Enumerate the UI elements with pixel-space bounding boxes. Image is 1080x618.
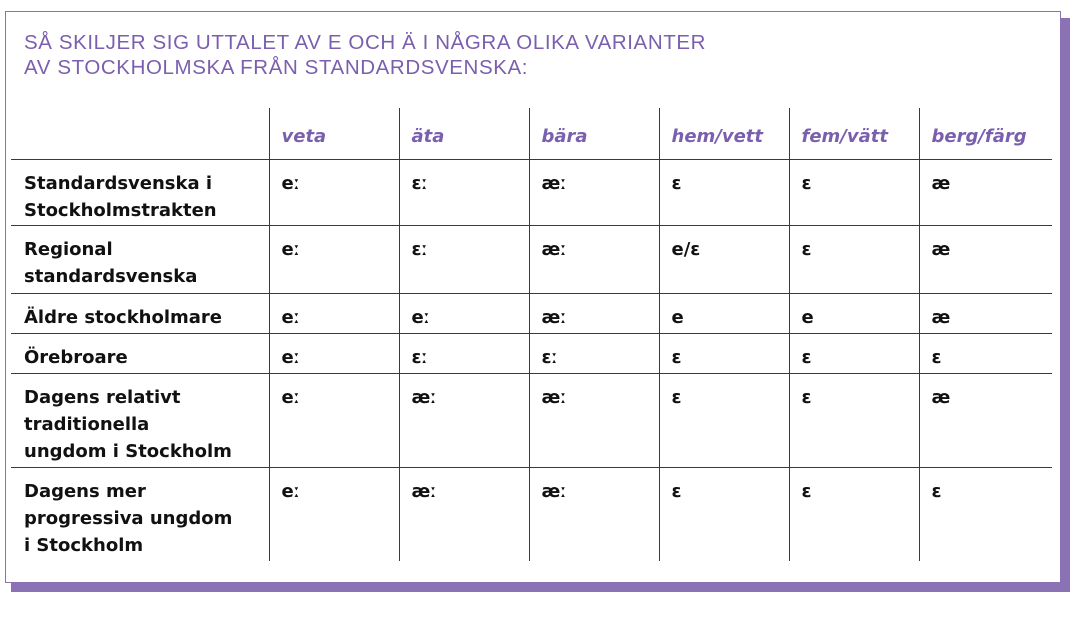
row-label-line: Regional (24, 238, 113, 260)
table-cell: æ (919, 293, 1052, 333)
table-cell: ɛː (399, 159, 529, 225)
table-row (11, 293, 1052, 333)
table-cell: æ (919, 373, 1052, 467)
row-label (11, 225, 269, 293)
table-cell: ɛː (399, 225, 529, 293)
row-label (11, 333, 269, 373)
row-label-line: progressiva ungdom (24, 507, 233, 529)
column-header-fem-vatt: fem/vätt (789, 108, 919, 159)
header-corner (11, 108, 269, 159)
row-label-line: Dagens mer (24, 480, 146, 502)
table-cell: eː (269, 225, 399, 293)
table-cell: æː (529, 467, 659, 561)
table-cell: ɛ (659, 467, 789, 561)
column-header-veta: veta (269, 108, 399, 159)
header-row (11, 108, 1052, 159)
table-title-line-2: AV STOCKHOLMSKA FRÅN STANDARDSVENSKA: (24, 56, 529, 79)
table-cell: ɛ (659, 159, 789, 225)
table-cell: ɛ (789, 333, 919, 373)
table-cell: æː (529, 373, 659, 467)
row-label (11, 373, 269, 467)
table-cell: æː (399, 373, 529, 467)
table-cell: ɛ (789, 225, 919, 293)
table-cell: e/ɛ (659, 225, 789, 293)
column-header-berg-farg: berg/färg (919, 108, 1052, 159)
table-cell: æː (399, 467, 529, 561)
row-label-line: i Stockholm (24, 534, 144, 556)
table-cell: e (659, 293, 789, 333)
table-cell: æː (529, 225, 659, 293)
table-cell: æ (919, 159, 1052, 225)
table-row (11, 159, 1052, 225)
table-row (11, 467, 1052, 561)
table-cell: æː (529, 293, 659, 333)
row-label-line: Standardsvenska i (24, 172, 213, 194)
row-label (11, 159, 269, 225)
table-cell: ɛ (789, 373, 919, 467)
table-cell: eː (269, 373, 399, 467)
table-cell: ɛ (789, 467, 919, 561)
table-cell: ɛː (529, 333, 659, 373)
row-label-line: Örebroare (24, 346, 128, 368)
column-header-ata: äta (399, 108, 529, 159)
table-cell: eː (399, 293, 529, 333)
row-label-line: Dagens relativt (24, 386, 181, 408)
table-cell: eː (269, 333, 399, 373)
table-row (11, 225, 1052, 293)
table-cell: ɛ (919, 467, 1052, 561)
table-cell: ɛː (399, 333, 529, 373)
table-cell: æː (529, 159, 659, 225)
table-cell: ɛ (789, 159, 919, 225)
table-cell: eː (269, 293, 399, 333)
table-row (11, 333, 1052, 373)
table-cell: ɛ (659, 373, 789, 467)
table-cell: eː (269, 467, 399, 561)
row-label-line: traditionella (24, 413, 150, 435)
table-cell: ɛ (919, 333, 1052, 373)
table-cell: eː (269, 159, 399, 225)
table-row (11, 373, 1052, 467)
table-title (24, 30, 706, 80)
row-label-line: ungdom i Stockholm (24, 440, 232, 462)
row-label-line: Äldre stockholmare (24, 306, 222, 328)
table-cell: e (789, 293, 919, 333)
column-header-hem-vett: hem/vett (659, 108, 789, 159)
pronunciation-table (11, 108, 1052, 561)
row-label (11, 293, 269, 333)
row-label-line: standardsvenska (24, 265, 198, 287)
table-title-line-1: SÅ SKILJER SIG UTTALET AV E OCH Ä I NÅGRA OLIKA VARIANTER (24, 31, 707, 54)
row-label-line: Stockholmstrakten (24, 199, 217, 221)
table-cell: ɛ (659, 333, 789, 373)
table-cell: æ (919, 225, 1052, 293)
row-label (11, 467, 269, 561)
column-header-bara: bära (529, 108, 659, 159)
